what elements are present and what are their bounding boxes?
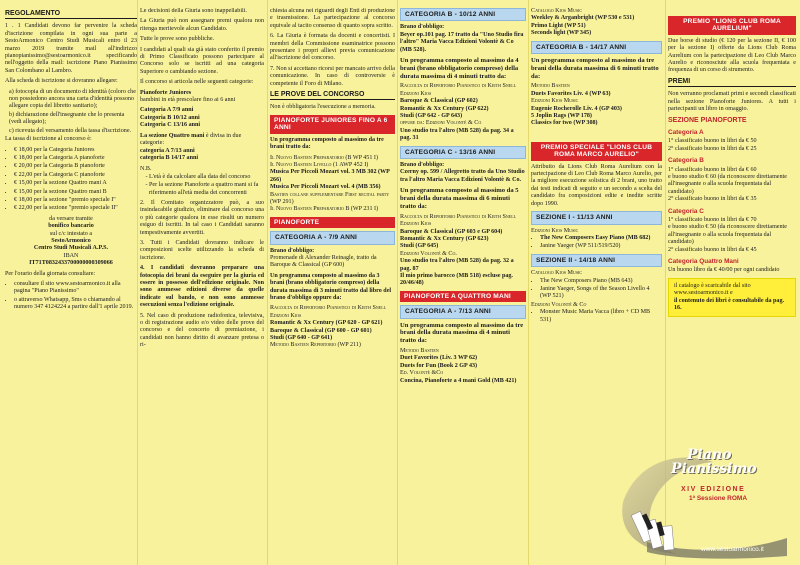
- premio-text: Due borse di studio (€ 120 per la sezione II, € 100 per la sezione I) offerte da Lions Club Roma Aurelium con la partecipazione di Leo Club Marco Aurelio e riconosciute alla scuola frequentata e frequenza di un corso di strumento.: [668, 37, 796, 74]
- catC-programme: Un programma composto al massimo da 5 brani della durata massima di 6 minuti tratto da:: [400, 187, 519, 210]
- repertoire-line: Metodo Bastien: [531, 83, 570, 90]
- category-line: categoria A 7/13 anni: [140, 147, 195, 154]
- regolamento-intro: 1 . 1 Candidati devono far pervenire la scheda d'iscrizione compilata in ogni sua parte a SestoArmonico Centro Studi Musicali entro il 23 marzo 2019 tramite mail all'indirizzo pianopianissimo@sestoarmonico.it specificando nell'oggetto della mail: iscrizione Piano Pianissimo San Colombano al Lambro.: [5, 23, 137, 74]
- bank-line: SestoArmonico: [51, 237, 91, 244]
- list-item: - Per la sezione Pianoforte a quattro mani si fa riferimento all'età media dei concorrenti: [149, 182, 264, 197]
- highlight-line: il contenuto dei libri è consultabile da pag. 16.: [674, 297, 785, 311]
- quattro-text: è divisa in due categorie:: [140, 132, 242, 147]
- iban: IT71T0832433700000000309066: [29, 260, 113, 267]
- list-item: • The New Composers Piano (MB 643): [540, 278, 662, 285]
- premio-band: PREMIO "LIONS CLUB ROMA AURELIUM": [668, 16, 796, 35]
- bank-line: Centro Studi Musicali A.P.S.: [33, 245, 109, 252]
- paragraph: I candidati al quali sia già stato conferito il premio di Primo Classificato possono partecipare al Concorso solo se iscritti ad una categoria Superiore o cambiando sezione.: [140, 46, 264, 75]
- repertoire-line: Metodo Bastien Repertorio (WP 211): [270, 342, 361, 349]
- rule-3: 3. Tutti i Candidati dovranno indicare le composizioni scelte utilizzando la scheda di iscrizione.: [140, 239, 264, 261]
- repertoire-line: Studi (GP 642 - GP 643): [400, 113, 463, 120]
- highlight-line: il catalogo è scaricabile dal sito www.sestoarmonico.it e: [674, 282, 751, 297]
- repertoire-line: Weekley & Arganbright (WP 530 e 531): [531, 15, 635, 22]
- quattroA-band: CATEGORIA A - 7/13 ANNI: [400, 305, 526, 318]
- prize-line: 2° classificato buono in libri da € 35: [668, 196, 757, 203]
- obbligo-title: Brano d'obbligo:: [400, 24, 445, 31]
- repertoire-line: Edizioni Kios Music: [531, 227, 579, 234]
- repertoire-line: Bastien collane supplementare First recital party (WP 291): [270, 191, 390, 205]
- repertoire-line: Duets for Fun (Book 2 GP 43): [400, 362, 478, 369]
- quattro-mani-band: PIANOFORTE A QUATTRO MANI: [400, 291, 526, 302]
- list-item: • The New Composers Easy Piano (MB 682): [540, 235, 662, 242]
- repertoire-line: Il Nuovo Bastien Preparatorio B (WP 231 I): [270, 206, 379, 213]
- fold-line: [397, 0, 398, 565]
- repertoire-line: oppure da: Edizioni Volontè & Co: [400, 120, 482, 127]
- catA-programme: Un programma composto al massimo da 3 brani (brano obbligatorio compreso) della durata massima di 3 minuti tratto dal libro del brano d'obbligo oppure da:: [270, 272, 392, 301]
- quattroB-programme: Un programma composto al massimo da tre brani della durata massima di 6 minuti tratto da:: [531, 57, 659, 80]
- repertoire-line: Classics for two (WP 308): [531, 120, 598, 127]
- juniores-title: Pianoforte Juniores: [140, 89, 192, 96]
- repertoire-line: Eugenie Rocherolle Liv. 4 (GP 403): [531, 105, 622, 112]
- repertoire-line: Il Nuovo Bastien Preparatorio (B WP 451 I): [270, 154, 378, 161]
- catA-band: CATEGORIA A - 7/9 ANNI: [270, 231, 395, 244]
- bank-line: bonifico bancario: [48, 223, 94, 230]
- obbligo-title: Brano d'obbligo:: [400, 162, 445, 169]
- repertoire-line: Edizioni Volontè & Co: [531, 301, 587, 308]
- nb-label: N.B.: [140, 166, 152, 173]
- column-prove: [270, 8, 395, 560]
- allegare-text: Alla scheda di iscrizione si dovranno allegare:: [5, 78, 118, 85]
- fold-line: [528, 0, 529, 565]
- list-item: - L'età è da calcolare alla data del concorso: [149, 174, 264, 181]
- fees-title: La tassa di iscrizione al concorso è:: [5, 136, 92, 143]
- fold-line: [137, 0, 138, 565]
- sezII-band: SEZIONE II - 14/18 ANNI: [531, 254, 662, 267]
- category-line: Categoria A 7/9 anni: [140, 107, 194, 114]
- catA-title: Categoria A: [668, 128, 704, 136]
- bank-line: sul c/c intestato a: [49, 230, 93, 237]
- repertoire-line: Il Nuovo Bastien Livello (1 AWP 452 I): [270, 161, 369, 168]
- obbligo-text: Czerny op. 599 / Allegretto tratto da Uno Studio tra l'altro Maria Vacca Edizioni Volontè & Co.: [400, 169, 525, 183]
- sezII-list: [531, 278, 662, 301]
- piano-pianissimo-logo: [617, 442, 795, 560]
- fee-item: • € 15,00 per la sezione Quattro mani B: [14, 189, 137, 196]
- repertoire-line: Baroque & Classical (GP 603 e GP 604): [400, 228, 503, 235]
- repertoire-line: Duet Favorites (Liv. 3 WP 62): [400, 355, 478, 362]
- quattro-title: Categoria Quattro Mani: [668, 257, 739, 265]
- repertoire-line: Metodo Bastien: [400, 347, 439, 354]
- repertoire-line: Edizioni Volontè & Co.: [400, 250, 457, 257]
- column-categorie: [140, 8, 264, 560]
- repertoire-line: Romantic & Xx Century (GP 623): [400, 235, 489, 242]
- sezione-pianoforte-heading: SEZIONE PIANOFORTE: [668, 117, 747, 125]
- category-line: categoria B 14/17 anni: [140, 154, 199, 161]
- quattroB-band: CATEGORIA B - 14/17 ANNI: [531, 41, 662, 54]
- category-line: Categoria C 13/16 anni: [140, 122, 201, 129]
- repertoire-line: Raccolta di Repertorio Pianistico di Keith Snell Edizioni Kios: [400, 213, 517, 228]
- rule-7: 7. Non si accettano ricorsi per mancato arrivo della comunicazione. In caso di controversie è competente il Foro di Milano.: [270, 65, 395, 87]
- edition-label: XIV EDIZIONE: [681, 486, 746, 493]
- paragraph: Le decisioni della Giuria sono inappellabili.: [140, 8, 247, 14]
- premi-text: Non verranno proclamati primi e secondi classificati nella sezione Pianoforte Juniores. A tutti i partecipanti un libro in omaggio.: [668, 91, 796, 113]
- session-label: 1ª Sessione ROMA: [689, 495, 748, 502]
- nb-list: [140, 174, 264, 197]
- repertoire-line: Musica Per Piccoli Mozart vol. 4 (MB 356): [270, 184, 381, 191]
- prize-line: e buono studio € 50 (da riconoscere direttamente all'insegnante o alla scuola frequentata dal candidato): [668, 224, 787, 246]
- repertoire-line: Baroque & Classical (GP 600 - GP 601): [270, 327, 372, 334]
- bank-line: IBAN: [63, 252, 79, 259]
- juniores-text: bambini in età prescolare fino ai 6 anni: [140, 97, 236, 104]
- rule-4: 4. I candidati dovranno preparare una fotocopia dei brani da eseguire per la giuria ed essere in possesso dell'edizione originale. Non sono ammesse edizioni diverse da quelle indicate sul bando, e non sono ammesse esecuzioni senza l'edizione originale.: [140, 265, 264, 309]
- sezI-band: SEZIONE I - 11/13 ANNI: [531, 211, 662, 224]
- repertoire-line: Il mio primo barocco (MB 518) escluse pag. 20/46/48): [400, 272, 513, 287]
- repertoire-line: Studi (GP 640 - GP 641): [270, 335, 333, 342]
- catC-title: Categoria C: [668, 207, 704, 215]
- repertoire-line: Raccolta di Repertorio Pianistico di Keith Snell Edizioni Kios: [400, 83, 517, 97]
- list-item: c) ricevuta del versamento della tassa d'iscrizione.: [9, 127, 132, 134]
- paragraph: Il concorso si articola nelle seguenti categorie:: [140, 79, 254, 86]
- prize-line: 1° classificato buono in libri da € 70: [668, 216, 757, 223]
- info-item: • consultare il sito www.sestoarmonico.it alla pagina "Piano Pianissimo": [14, 281, 137, 296]
- repertoire-line: Ed. Volontè &Co: [400, 370, 444, 377]
- juniores-programme: Un programma composto al massimo da tre brani tratto da:: [270, 136, 384, 151]
- fee-item: • € 18,00 per la sezione "premio speciale I": [14, 197, 137, 204]
- fee-item: • € 20,00 per la Categoria B pianoforte: [14, 163, 137, 170]
- paragraph: La Giuria può non assegnare premi qualora non ritenga meritevole alcun Candidato.: [140, 18, 264, 32]
- repertoire-line: Edizioni Kios Music: [531, 98, 579, 105]
- repertoire-line: Studi (GP 645): [400, 243, 439, 250]
- regolamento-heading: REGOLAMENTO: [5, 10, 137, 19]
- obbligo-title: Brano d'obbligo:: [270, 247, 315, 254]
- rule-6: 6. La Giuria è formata da docenti e concertisti. I membri della Commissione esaminatrice possono presentare i propri allievi previa comunicazione all'iscrizione del concorso.: [270, 33, 395, 62]
- fee-item: • € 15,00 per la sezione Quattro mani A: [14, 180, 137, 187]
- premi-heading: PREMI: [668, 78, 796, 87]
- pianoforte-band: PIANOFORTE: [270, 217, 395, 228]
- fee-item: • € 22,00 per la Categoria C pianoforte: [14, 172, 137, 179]
- logo-title-pianissimo: Pianissimo: [671, 461, 757, 477]
- prize-line: 2° classificato buono in libri da € 45: [668, 246, 757, 253]
- premio-speciale-band: PREMIO SPECIALE "LIONS CLUB ROMA MARCO AURELIO": [531, 142, 662, 161]
- fee-item: • € 18,00 per la Categoria A pianoforte: [14, 155, 137, 162]
- repertoire-line: Catalogo Kios Music: [531, 270, 583, 277]
- sezI-list: [531, 235, 662, 251]
- catB-band: CATEGORIA B - 10/12 ANNI: [400, 8, 526, 21]
- rule-2: 2. Il Comitato organizzatore può, a suo insindacabile giudizio, eliminare dal concorso una o più categorie qualora in esse risulti un numero esiguo di iscritti. In tal caso i Candidati saranno tempestivamente avvertiti.: [140, 199, 264, 236]
- list-item: • Janine Yaeger, Songs of the Season Livello 4 (WP 521): [540, 286, 662, 301]
- repertoire-line: 5 Joplin Rags (WP 178): [531, 113, 592, 120]
- repertoire-line: Musica Per Piccoli Mozart vol. 3 MB 302 (WP 266): [270, 169, 390, 183]
- premio-speciale-text: Attribuito da Lions Club Roma Aurelium con la partecipazione di Leo Club Roma Marco Aurelio, per la migliore esecuzione solistica di 2 brani, uno tratto dai testi indicati di seguito e un secondo a scelta del candidato fra composizioni edite e inedite scritte dopo 1990.: [531, 163, 662, 207]
- repertoire-line: Romantic & Xx Century (GP 622): [400, 105, 489, 112]
- column-regolamento: [5, 8, 137, 560]
- repertoire-line: Catalogo Kios Music: [531, 8, 583, 14]
- rule-5: 5. Nel caso di produzione radiofonica, televisiva, o di registrazione audio e/o video delle prove del concorso e del concerto di premiazione, i candidati non hanno diritto di avanzare pretesa o ri-: [140, 312, 264, 349]
- repertoire-line: Raccolta di Repertorio Pianistico di Keith Snell Edizioni Kios: [270, 305, 387, 319]
- prove-heading: LE PROVE DEL CONCORSO: [270, 91, 395, 100]
- catalogo-highlight-box: [668, 278, 796, 318]
- repertoire-line: Romantic & Xx Century (GP 620 - GP 621): [270, 320, 383, 327]
- catC-band: CATEGORIA C - 13/16 ANNI: [400, 146, 526, 159]
- fee-item: • € 22,00 per la sezione "premio speciale II": [14, 205, 137, 212]
- prize-line: e buono studio € 60 (da riconoscere direttamente all'insegnante o alla scuola frequentata dal candidato): [668, 173, 787, 195]
- allegati-list: [5, 89, 137, 135]
- logo-title-piano: Piano: [687, 447, 732, 463]
- info-title: Per l'orario della giornata consultare:: [5, 270, 96, 277]
- prize-line: 2° classificato buono in libri da € 25: [668, 145, 757, 152]
- repertoire-line: Seconds light (WP 345): [531, 30, 592, 37]
- list-item: b) dichiarazione dell'insegnante che lo presenta (vedi allegato);: [9, 111, 125, 126]
- prize-line: 1° classificato buono in libri da € 50: [668, 138, 757, 145]
- paragraph: Tutte le prove sono pubbliche.: [140, 36, 215, 43]
- list-item: • Janine Yaeger (WP 511/519/520): [540, 243, 662, 250]
- catB-title: Categoria B: [668, 157, 704, 165]
- quattro-title: La sezione Quattro mani: [140, 132, 205, 139]
- catB-programme: Un programma composto al massimo da 4 brani (brano obbligatorio compreso) della durata massima di 4 minuti tratto da:: [400, 57, 519, 80]
- prize-line: 1° classificato buono in libri da € 60: [668, 166, 757, 173]
- fees-list: [5, 147, 137, 213]
- repertoire-line: Duets Favorites Liv. 4 (WP 63): [531, 90, 611, 97]
- obbligo-text: Promenade di Alexander Reinagle, tratto da Baroque & Classical (GP 600): [270, 254, 377, 269]
- fee-item: • € 18,00 per la Categoria Juniores: [14, 147, 137, 154]
- repertoire-line: Baroque & Classical (GP 602): [400, 98, 478, 105]
- quattro-text: Un buono libro da € 40/00 per ogni candidato: [668, 267, 780, 274]
- info-item: • o attraverso Whatsapp, Sms o chiamando al numero 347 4124224 a partire dall'1 aprile 2019.: [14, 297, 137, 312]
- repertoire-line: Uno studio tra l'altro (MB 528) da pag. 34 a pag. 31: [400, 127, 514, 142]
- sezII-list-2: [531, 309, 662, 324]
- bank-info: [5, 216, 137, 268]
- info-list: [5, 281, 137, 312]
- list-item: • Monster Music Maria Vacca (libro + CD MB 531): [540, 309, 662, 324]
- column-categorie-bc: [400, 8, 526, 560]
- repertoire-line: Primo Light (WP 51): [531, 22, 586, 29]
- site-label: www.sestoarmonico.it: [701, 546, 764, 553]
- paragraph: chiesta alcuna nei riguardi degli Enti di produzione e trasmissione. La partecipazione al concorso equivale al tacito consenso di quanto sopra scritto.: [270, 8, 395, 29]
- repertoire-line: Concina, Pianoforte a 4 mani Gold (MB 421): [400, 377, 517, 384]
- prove-text: Non è obbligatoria l'esecuzione a memoria.: [270, 104, 376, 111]
- repertoire-line: Uno studio tra l'altro (MB 528) da pag. 32 a pag. 87: [400, 258, 514, 272]
- list-item: a) fotocopia di un documento di identità (coloro che non possiedono ancora una carta d'identità possono allegare copia del libretto sanitario);: [9, 88, 136, 110]
- category-line: Categoria B 10/12 anni: [140, 114, 200, 121]
- juniores-band: PIANOFORTE JUNIORES FINO A 6 ANNI: [270, 115, 395, 134]
- obbligo-text: Beyer op.101 pag. 17 tratto da "Uno Studio fira l'altro" Maria Vacca Edizioni Volontè & Co (MB 528).: [400, 31, 524, 53]
- fold-line: [267, 0, 268, 565]
- quattroA-programme: Un programma composto al massimo da tre brani della durata massima di 4 minuti tratto da:: [400, 321, 524, 345]
- bank-line: da versare tramite: [49, 215, 93, 222]
